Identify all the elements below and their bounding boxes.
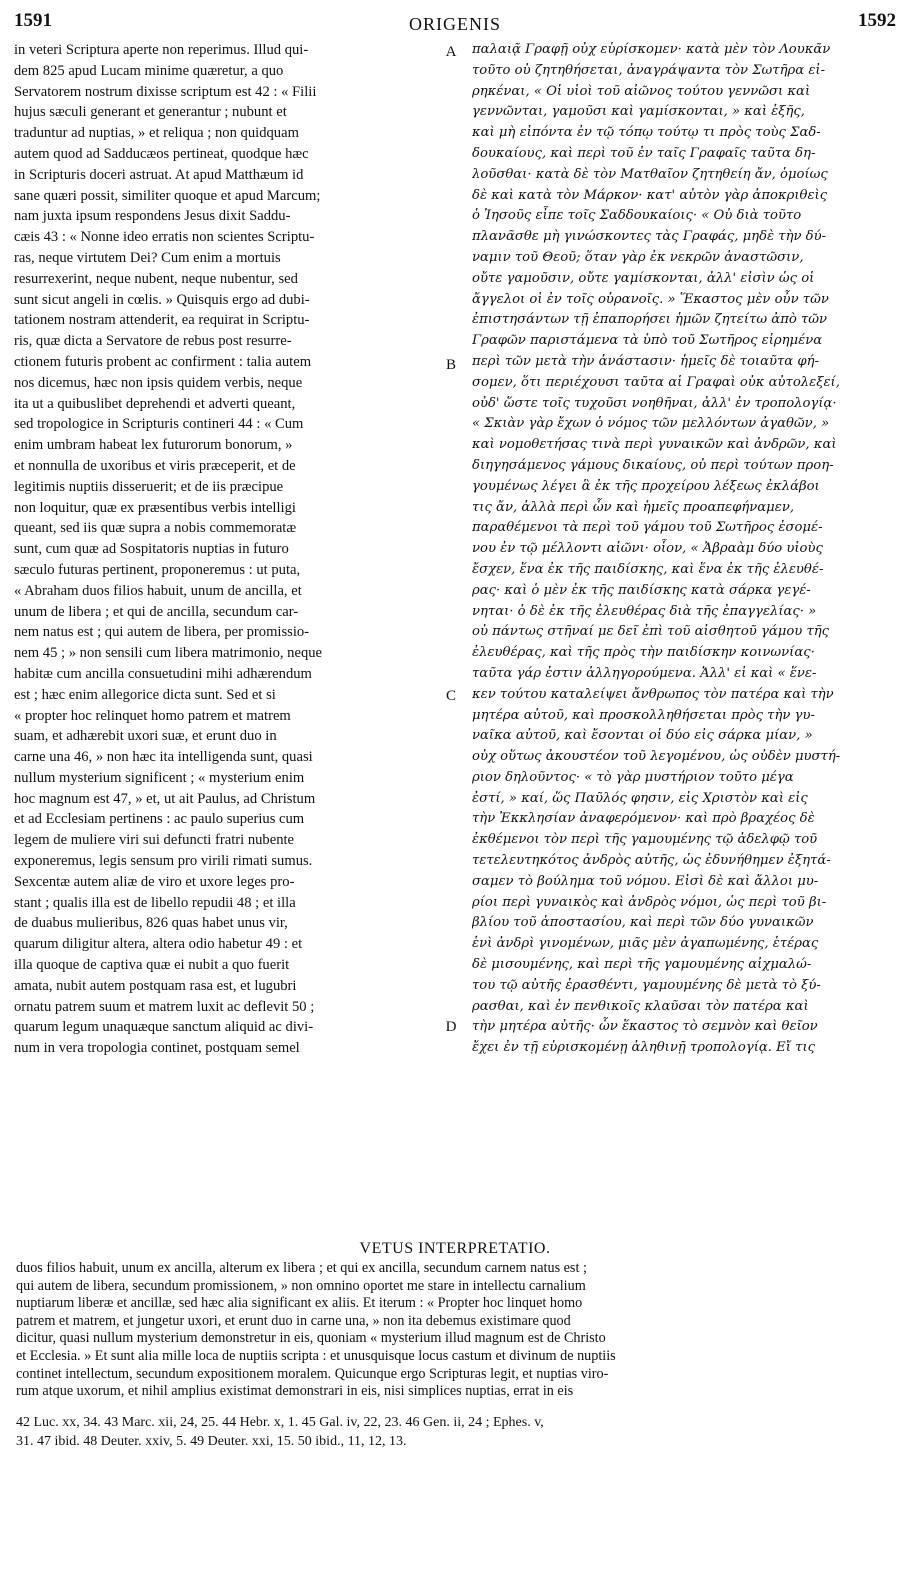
latin-text-line: autem quod ad Sadducæos pertineat, quodque hæc — [14, 145, 309, 162]
latin-text-line: non loquitur, quæ ex præsentibus verbis intelligi — [14, 499, 296, 516]
latin-text-line: et ad Ecclesiam pertinens : ac paulo superius cum — [14, 811, 305, 828]
latin-column — [14, 40, 439, 1059]
greek-text-line: ταῦτα γάρ ἐστιν ἀλληγορούμενα. Ἀλλ' εἰ καὶ « ἕνε- — [472, 665, 817, 681]
latin-text-line: Servatorem nostrum dixisse scriptum est 42 : « Filii — [14, 83, 317, 100]
greek-text-line: λοῦσθαι· κατὰ δὲ τὸν Ματθαῖον ζητηθείη ἄν, ὁμοίως — [472, 166, 828, 182]
latin-text-line: legitimis nuptiis disseruerit; et de iis præcipue — [14, 478, 284, 495]
greek-text-line: γεννῶνται, γαμοῦσι καὶ γαμίσκονται, » καὶ ἑξῆς, — [472, 104, 805, 120]
vetus-interpretatio-heading: VETUS INTERPRETATIO. — [359, 1240, 551, 1257]
greek-text-line: οὐχ οὕτως ἀκουστέον τοῦ λεγομένου, ὡς οὐδὲν μυστή- — [472, 749, 841, 765]
greek-text-line: νηται· ὁ δὲ ἐκ τῆς ἐλευθέρας διὰ τῆς ἐπαγγελίας· » — [472, 603, 817, 619]
latin-text-line: hujus sæculi generant et generantur ; nubunt et — [14, 104, 287, 121]
greek-text-line: οὔτε γαμοῦσιν, οὔτε γαμίσκονται, ἀλλ' εἰσὶν ὡς οἱ — [472, 270, 815, 286]
running-title: ORIGENIS — [409, 14, 501, 34]
vetus-text-line: dicitur, quasi nullum mysterium demonstretur in eis, quoniam « mysterium illud magnum est de Christo — [16, 1330, 606, 1347]
latin-text-line: traduntur ad nuptias, » et reliqua ; non quidquam — [14, 125, 299, 142]
greek-text-line: ὁ Ἰησοῦς εἶπε τοῖς Σαδδουκαίοις· « Οὐ διὰ τοῦτο — [472, 208, 802, 224]
latin-text-line: enim umbram habeat lex futurorum bonorum, » — [14, 437, 293, 454]
greek-text-line: καὶ μὴ εἰπόντα ἐν τῷ τόπῳ τούτῳ τι πρὸς τοὺς Σαδ- — [472, 125, 821, 141]
greek-text-line: διηγησάμενος γάμους δικαίους, οὐ περὶ τούτων προη- — [472, 457, 834, 473]
greek-text-line: γουμένως λέγει ἃ ἐκ τῆς προχείρου λέξεως ἐκλάβοι — [472, 478, 820, 494]
greek-text-line: ρίοι περὶ γυναικὸς καὶ ἀνδρὸς νόμοι, ὡς περὶ τοῦ βι- — [472, 894, 827, 910]
greek-text-line: Γραφῶν παριστάμενα τὰ ὑπὸ τοῦ Σωτῆρος εἰρημένα — [472, 333, 823, 349]
footnote-line: 42 Luc. xx, 34. 43 Marc. xii, 24, 25. 44 Hebr. x, 1. 45 Gal. iv, 22, 23. 46 Gen. ii, 24 ; Ephes. v, — [16, 1415, 544, 1430]
greek-text-line: τοῦτο οὐ ζητηθήσεται, ἀναγράψαντα τὸν Σωτῆρα εἰ- — [472, 62, 826, 78]
vetus-text-line: et Ecclesia. » Et sunt alia mille loca de nuptiis scripta : et unusquisque locus castum et divinum de nuptiis — [16, 1347, 616, 1364]
latin-text-line: Sexcentæ autem aliæ de viro et uxore leges pro- — [14, 873, 295, 890]
greek-text-line: ναῖκα αὐτοῦ, καὶ ἔσονται οἱ δύο εἰς σάρκα μίαν, » — [472, 728, 813, 744]
latin-text-line: quarum legum unaquæque sanctum aliquid ac divi- — [14, 1019, 314, 1036]
greek-text-line: ἐκθέμενοι τὸν περὶ τῆς γαμουμένης τῷ ἀδελφῷ τοῦ — [472, 832, 818, 848]
latin-text-line: tationem nostram attenderit, ea requirat in Scriptu- — [14, 312, 310, 329]
latin-text-line: quarum diligitur altera, altera odio habetur 49 : et — [14, 936, 303, 953]
greek-text-line: τις ἄν, ἀλλὰ περὶ ὧν καὶ ἡμεῖς προαπεφήναμεν, — [472, 499, 795, 515]
latin-text-line: carne una 46, » non hæc ita intelligenda sunt, quasi — [14, 749, 313, 766]
greek-text-line: δουκαίους, καὶ περὶ τοῦ ἐν ταῖς Γραφαῖς ταῦτα δη- — [472, 145, 816, 161]
greek-text-line: μητέρα αὐτοῦ, καὶ προσκολληθήσεται πρὸς τὴν γυ- — [472, 707, 815, 723]
footnotes — [16, 1413, 896, 1452]
latin-text-line: ras, neque virtutem Dei? Cum enim a mortuis — [14, 249, 281, 266]
greek-text-line: περὶ τῶν μετὰ τὴν ἀνάστασιν· ἡμεῖς δὲ τοιαῦτα φή- — [472, 353, 819, 369]
latin-text-line: ris, quæ dicta a Servatore de rebus post resurre- — [14, 333, 292, 350]
greek-text-line: παλαιᾷ Γραφῇ οὐχ εὑρίσκομεν· κατὰ μὲν τὸν Λουκᾶν — [472, 42, 831, 57]
latin-text-line: cæis 43 : « Nonne ideo erratis non scientes Scriptu- — [14, 229, 315, 246]
greek-text-line: ἐπιστησάντων τῇ ἐπαπορήσει ἡμῶν ζητείτω ἀπὸ τῶν — [472, 312, 828, 328]
greek-text-line: δὲ μισουμένης, καὶ περὶ τῆς γαμουμένης αἰχμαλώ- — [472, 957, 812, 973]
margin-marker: B — [445, 357, 456, 373]
latin-text-line: nem 45 ; » non sensili cum libera matrimonio, neque — [14, 645, 323, 662]
vetus-interpretatio-text — [16, 1260, 896, 1401]
greek-text-line: δὲ καὶ κατὰ τὸν Μάρκον· κατ' αὐτὸν γὰρ ἀποκριθεὶς — [472, 187, 828, 203]
greek-text-line: οὐδ' ὥστε τοῖς τυχοῦσι νοηθῆναι, ἀλλ' ἐν τροπολογίᾳ· — [472, 395, 837, 411]
latin-text-line: de duabus mulieribus, 826 quas habet unus vir, — [14, 915, 288, 932]
latin-text-line: nos dicemus, hæc non ipsis quidem verbis, neque — [14, 374, 303, 391]
latin-text-line: sunt, cum quæ ad Sospitatoris nuptias in futuro — [14, 541, 289, 558]
greek-text-line: ρας· καὶ ὁ μὲν ἐκ τῆς παιδίσκης κατὰ σάρκα γεγέ- — [472, 582, 811, 598]
footnote-line: 31. 47 ibid. 48 Deuter. xxiv, 5. 49 Deuter. xxi, 15. 50 ibid., 11, 12, 13. — [16, 1434, 407, 1450]
greek-text-line: ἔχει ἐν τῇ εὑρισκομένῃ ἀληθινῇ τροπολογίᾳ. Εἴ τις — [472, 1040, 816, 1056]
latin-text-line: ornatu patrem suum et matrem luxit ac deflevit 50 ; — [14, 998, 315, 1015]
greek-text-line: ριον δηλοῦντος· « τὸ γὰρ μυστήριον τοῦτο μέγα — [472, 769, 794, 785]
latin-text-line: habitæ cum ancilla consuetudini mihi adhærendum — [14, 665, 312, 682]
latin-text-line: dem 825 apud Lucam minime quæretur, a quo — [14, 62, 284, 79]
latin-text-line: nem natus est ; qui autem de libera, per promissio- — [14, 624, 310, 641]
latin-text-line: amata, nubit autem postquam rasa est, et lugubri — [14, 977, 297, 994]
greek-text-line: τετελευτηκότος ἀνδρὸς αὐτῆς, ὡς ἐδυνήθημεν ἐξητά- — [472, 853, 831, 869]
greek-text-line: βλίου τοῦ ἀποστασίου, καὶ περὶ τῶν δύο γυναικῶν — [472, 915, 814, 931]
greek-text-line: οὐ πάντως στῆναί με δεῖ ἐπὶ τοῦ αἰσθητοῦ γάμου τῆς — [472, 624, 830, 640]
latin-text-line: illa quoque de captiva quæ ei nubit a quo fuerit — [14, 957, 290, 974]
margin-marker: D — [445, 1019, 457, 1035]
greek-text-line: σομεν, ὅτι περιέχουσι ταῦτα αἱ Γραφαὶ οὐκ αὐτολεξεί, — [472, 374, 840, 390]
greek-text-line: τὴν μητέρα αὐτῆς· ὧν ἕκαστος τὸ σεμνὸν καὶ θεῖον — [472, 1019, 818, 1035]
greek-text-line: καὶ νομοθετήσας τινὰ περὶ γυναικῶν καὶ ἀνδρῶν, καὶ — [472, 437, 837, 453]
vetus-text-line: continet intellectum, secundum expositionem moralem. Quicunque ergo Scripturas legit, et nuptias viro- — [16, 1365, 609, 1382]
running-header — [14, 6, 896, 40]
vetus-text-line: nuptiarum liberæ et ancillæ, sed hæc alia significant ex aliis. Et iterum : « Propter hoc linquet homo — [16, 1295, 583, 1312]
latin-text-line: « propter hoc relinquet homo patrem et matrem — [14, 707, 291, 724]
latin-text-line: unum de libera ; et qui de ancilla, secundum car- — [14, 603, 299, 620]
greek-text-line: πλανᾶσθε μὴ γινώσκοντες τὰς Γραφάς, μηδὲ τὴν δύ- — [472, 229, 827, 245]
greek-text-line: ἔσχεν, ἕνα ἐκ τῆς παιδίσκης, καὶ ἕνα ἐκ τῆς ἐλευθέ- — [472, 561, 824, 577]
latin-text-line: num in vera tropologia continet, postquam semel — [14, 1040, 300, 1057]
greek-text-line: σαμεν τὸ βούλημα τοῦ νόμου. Εἰσὶ δὲ καὶ ἄλλοι μυ- — [472, 873, 819, 889]
greek-text-line: ἑνὶ ἀνδρὶ γινομένων, μιᾶς μὲν ἀγαπωμένης, ἑτέρας — [472, 936, 819, 952]
greek-text-line: του τῷ αὐτῆς ἐρασθέντι, γαμουμένης δὲ μετὰ τὸ ξύ- — [472, 977, 821, 993]
vetus-text-line: qui autem de libera, secundum promissionem, » non omnino oportet me stare in intellectu carnalium — [16, 1277, 586, 1294]
latin-text-line: exponeremus, legis sensum pro virili rimati sumus. — [14, 853, 313, 870]
vetus-text-line: rum atque uxorum, et nihil amplius existimat demonstrari in eis, nisi simplices nuptias, errat in eis — [16, 1383, 574, 1400]
greek-text-line: ἐστί, » καί, ὥς Παῦλός φησιν, εἰς Χριστὸν καὶ εἰς — [472, 790, 808, 806]
latin-text-line: ita ut a quibuslibet deprehendi et adverti queant, — [14, 395, 296, 412]
latin-text-line: in Scripturis doceri astruat. At apud Matthæum id — [14, 166, 304, 183]
latin-text-line: nullum mysterium significent ; « mysterium enim — [14, 769, 305, 786]
greek-text-line: ναμιν τοῦ Θεοῦ; ὅταν γὰρ ἐκ νεκρῶν ἀναστῶσιν, — [472, 249, 804, 265]
latin-text-line: stant ; qualis illa est de libello repudii 48 ; et illa — [14, 894, 296, 911]
latin-text-line: suam, et adhærebit uxori suæ, et erunt duo in — [14, 728, 277, 745]
vetus-text-line: duos filios habuit, unum ex ancilla, alterum ex libera ; et qui ex ancilla, secundum carnem natus est ; — [16, 1260, 587, 1276]
greek-text-line: ρηκέναι, « Οἱ υἱοὶ τοῦ αἰῶνος τούτου γεννῶσι καὶ — [472, 83, 811, 99]
vetus-text-line: patrem et matrem, et jungetur uxori, et erunt duo in carne una, » non ita debemus existimare quod — [16, 1312, 571, 1329]
greek-text-line: παραθέμενοι τὰ περὶ τοῦ γάμου τοῦ Σωτῆρος ἐσομέ- — [472, 520, 823, 536]
page-number-left: 1591 — [14, 10, 52, 31]
latin-text-line: sunt sicut angeli in cœlis. » Quisquis ergo ad dubi- — [14, 291, 310, 308]
latin-text-line: sed tropologice in Scripturis contineri 44 : « Cum — [14, 416, 304, 433]
latin-text-line: sane quæri possit, similiter quoque et apud Marcum; — [14, 187, 321, 204]
greek-text-line: ρασθαι, καὶ ἐν πενθικοῖς κλαῦσαι τὸν πατέρα καὶ — [472, 998, 809, 1014]
latin-text-line: resurrexerint, neque nubent, neque nubentur, sed — [14, 270, 298, 287]
latin-text-line: sæculo futuras pertinent, proponeremus : ut puta, — [14, 561, 301, 578]
latin-text-line: in veteri Scriptura aperte non reperimus. Illud qui- — [14, 42, 309, 58]
page-number-right: 1592 — [858, 10, 896, 31]
margin-marker: A — [445, 44, 457, 60]
latin-text-line: est ; hæc enim allegorice dicta sunt. Sed et si — [14, 686, 276, 703]
latin-text-line: legem de muliere viri sui defuncti fratri nubente — [14, 832, 295, 849]
greek-column — [472, 40, 894, 1059]
margin-marker: C — [445, 688, 456, 704]
greek-text-line: ἐλευθέρας, καὶ τῆς πρὸς τὴν παιδίσκην κοινωνίας· — [472, 645, 815, 661]
latin-text-line: et nonnulla de uxoribus et viris præceperit, et de — [14, 457, 296, 474]
greek-text-line: « Σκιὰν γὰρ ἔχων ὁ νόμος τῶν μελλόντων ἀγαθῶν, » — [472, 416, 830, 432]
greek-text-line: τὴν Ἐκκλησίαν ἀναφερόμενον· καὶ πρὸ βραχέος δὲ — [472, 811, 815, 827]
greek-text-line: κεν τούτου καταλείψει ἄνθρωπος τὸν πατέρα καὶ τὴν — [472, 686, 834, 702]
latin-text-line: « Abraham duos filios habuit, unum de ancilla, et — [14, 582, 302, 599]
greek-text-line: νου ἐν τῷ μέλλοντι αἰῶνι· οἷον, « Ἀβραὰμ δύο υἱοὺς — [472, 541, 823, 557]
latin-text-line: ctionem futuris probent ac confirment : talia autem — [14, 353, 312, 370]
latin-text-line: hoc magnum est 47, » et, ut ait Paulus, ad Christum — [14, 790, 316, 807]
latin-text-line: nam juxta ipsum respondens Jesus dixit Saddu- — [14, 208, 291, 225]
latin-text-line: queant, sed iis quæ supra a nobis commemoratæ — [14, 520, 297, 537]
greek-text-line: ἄγγελοι οἱ ἐν τοῖς οὐρανοῖς. » Ἕκαστος μὲν οὖν τῶν — [472, 291, 829, 307]
